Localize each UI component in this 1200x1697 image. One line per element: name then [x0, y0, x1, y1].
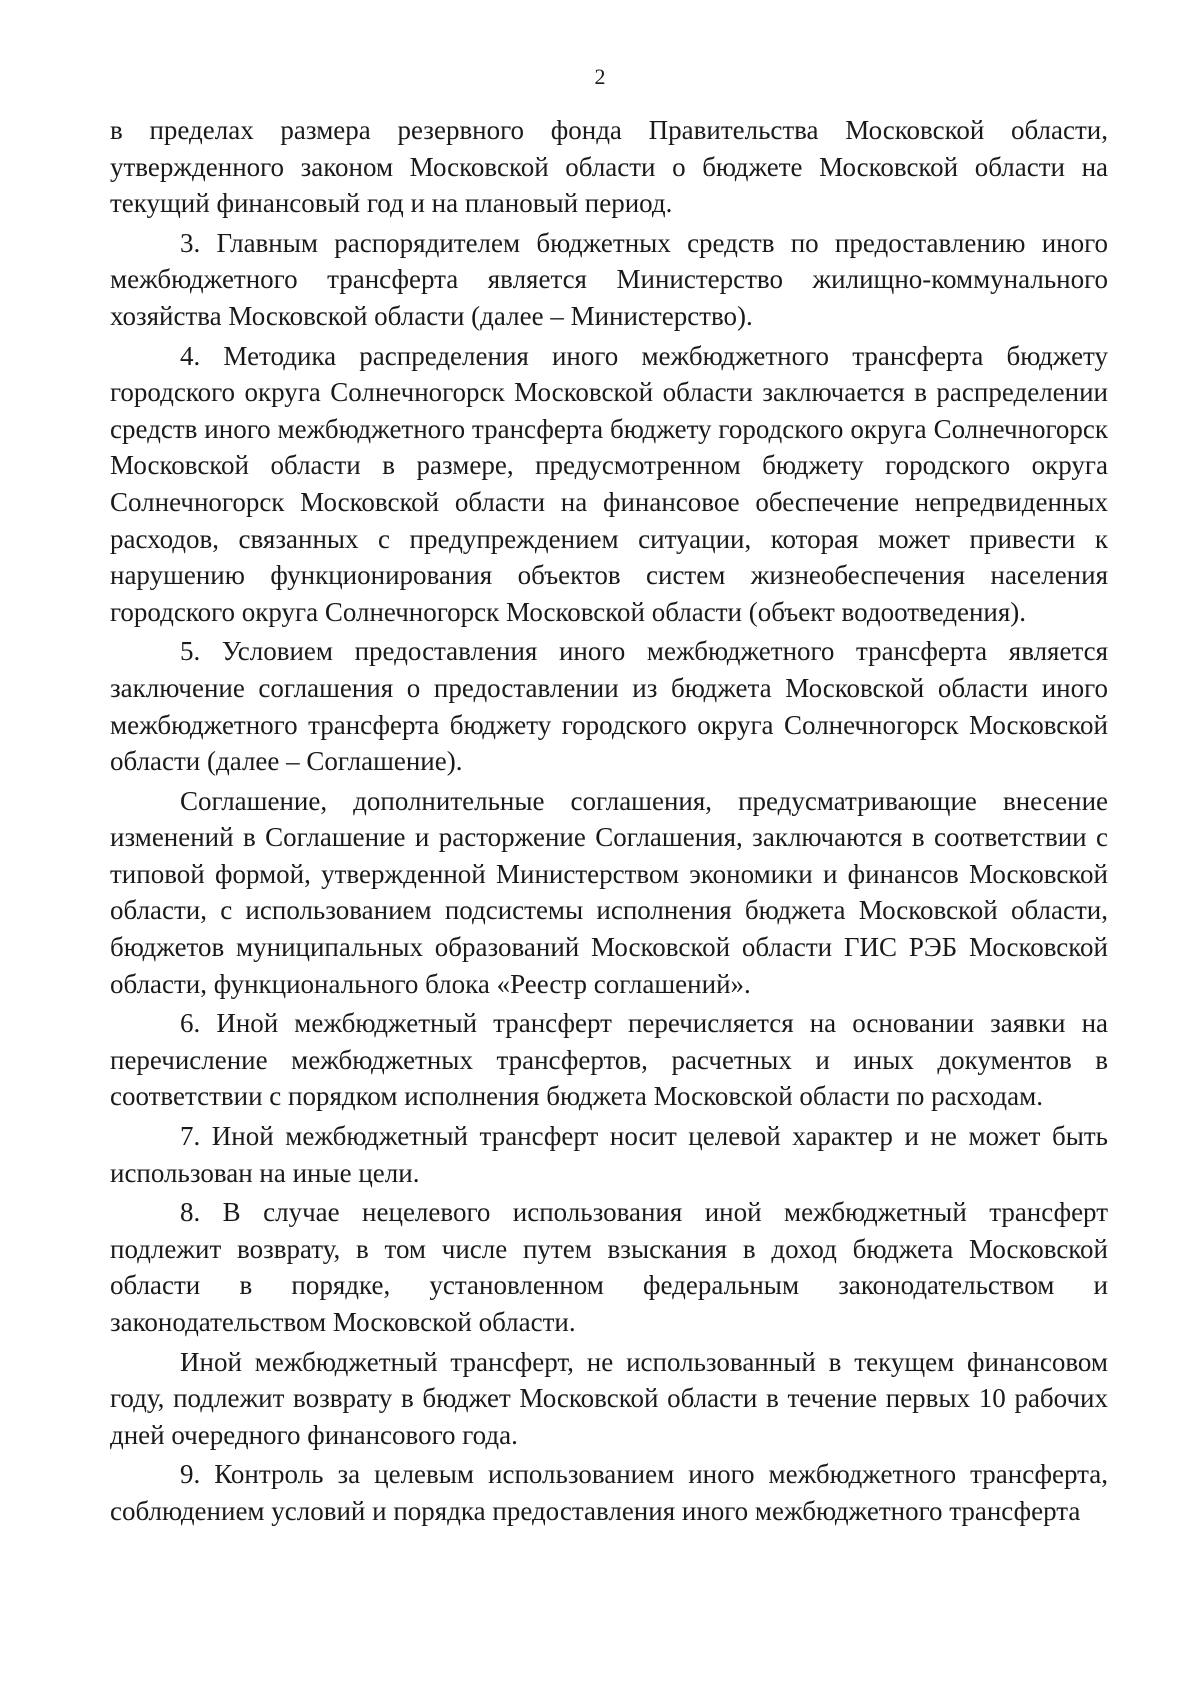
page-number: 2 — [594, 64, 606, 89]
paragraph-item-7: 7. Иной межбюджетный трансферт носит целевой характер и не может быть использован на иные цели. — [110, 1121, 1108, 1188]
document-body — [110, 112, 1108, 1533]
paragraph-item-6: 6. Иной межбюджетный трансферт перечисляется на основании заявки на перечисление межбюджетных трансфертов, расчетных и иных документов в соответствии с порядком исполнения бюджета Московской области по расходам. — [110, 1008, 1108, 1112]
paragraph-item-5: 5. Условием предоставления иного межбюджетного трансферта является заключение соглашения о предоставлении из бюджета Московской области иного межбюджетного трансферта бюджету городского округа Солнечногорск Московской области (далее – Соглашение). — [110, 636, 1108, 777]
paragraph-unused-transfer: Иной межбюджетный трансферт, не использованный в текущем финансовом году, подлежит возврату в бюджет Московской области в течение первых 10 рабочих дней очередного финансового года. — [110, 1346, 1108, 1450]
paragraph-item-8: 8. В случае нецелевого использования иной межбюджетный трансферт подлежит возврату, в том числе путем взыскания в доход бюджета Московской области в порядке, установленном федеральным законодательством и законодательством Московской области. — [110, 1197, 1108, 1337]
paragraph-item-4: 4. Методика распределения иного межбюджетного трансферта бюджету городского округа Солнечногорск Московской области заключается в распределении средств иного межбюджетного трансферта бюджету городского округа Солнечногорск Московской области в размере, предусмотренном бюджету городского округа Солнечногорск Московской области на финансовое обеспечение непредвиденных расходов, связанных с предупреждением ситуации, которая может привести к нарушению функционирования объектов систем жизнеобеспечения населения городского округа Солнечногорск Московской области (объект водоотведения). — [110, 340, 1108, 627]
paragraph-item-9: 9. Контроль за целевым использованием иного межбюджетного трансферта, соблюдением условий и порядка предоставления иного межбюджетного трансферта — [110, 1459, 1108, 1526]
paragraph-agreement: Соглашение, дополнительные соглашения, предусматривающие внесение изменений в Соглашение и расторжение Соглашения, заключаются в соответствии с типовой формой, утвержденной Министерством экономики и финансов Московской области, с использованием подсистемы исполнения бюджета Московской области, бюджетов муниципальных образований Московской области ГИС РЭБ Московской области, функционального блока «Реестр соглашений». — [110, 785, 1108, 999]
paragraph-continuation: в пределах размера резервного фонда Правительства Московской области, утвержденного законом Московской области о бюджете Московской области на текущий финансовый год и на плановый период. — [110, 115, 1108, 219]
paragraph-item-3: 3. Главным распорядителем бюджетных средств по предоставлению иного межбюджетного трансферта является Министерство жилищно-коммунального хозяйства Московской области (далее – Министерство). — [110, 227, 1108, 331]
